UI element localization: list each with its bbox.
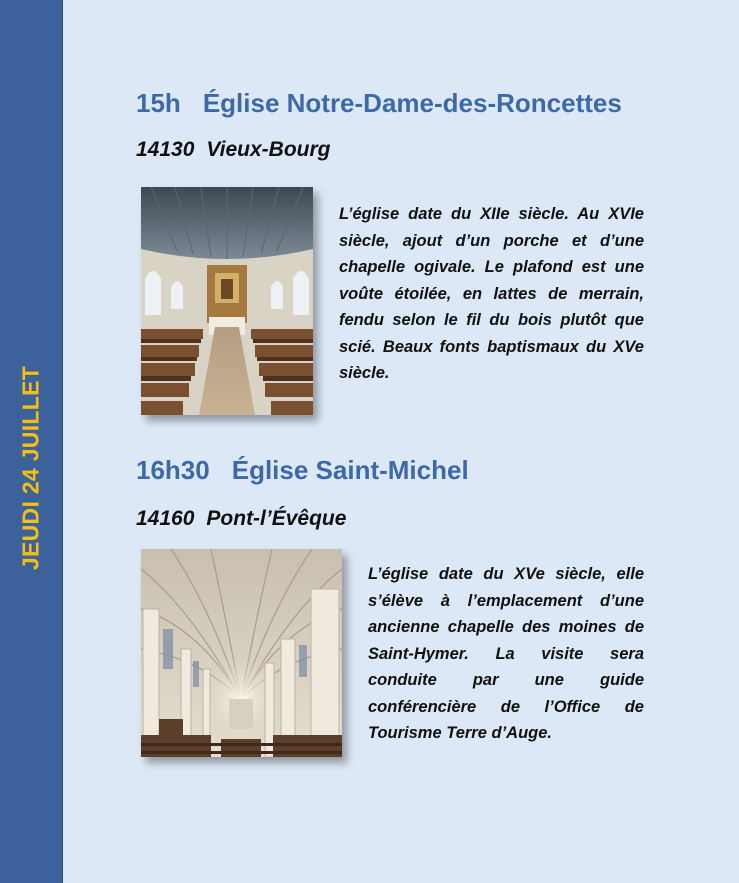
- event-2-description: L’église date du XVe siècle, elle s’élève à l’emplacement d’une ancienne chapelle des moines de Saint-Hymer. La visite sera conduite par une guide conférencière de l’Office de Tourisme Terre d’Auge.: [368, 565, 644, 742]
- event-2-zip: 14160: [136, 507, 195, 530]
- event-2-title: [136, 455, 469, 486]
- event-date-label: JEUDI 24 JUILLET: [17, 365, 44, 571]
- event-1-description: L’église date du XIIe siècle. Au XVIe siècle, ajout d’un porche et d’une chapelle ogivale. Le plafond est une voûte étoilée, en lattes de merrain, fendu selon le fil du bois plutôt que scié. Beaux fonts baptismaux du XVe siècle.: [339, 205, 644, 382]
- event-2-town: Pont-l’Évêque: [206, 507, 347, 530]
- event-2-time: 16h30: [136, 455, 210, 485]
- event-2-church: Église Saint-Michel: [231, 455, 469, 485]
- event-2-place: [136, 507, 346, 531]
- event-1-time: 15h: [136, 88, 181, 118]
- sidebar-band: [0, 0, 63, 883]
- event-1-town: Vieux-Bourg: [206, 138, 331, 161]
- event-1-church: Église Notre-Dame-des-Roncettes: [202, 88, 622, 118]
- event-1-place: [136, 138, 330, 162]
- event-2-photo: [141, 549, 342, 757]
- event-1-photo: [141, 187, 313, 415]
- event-1-title: [136, 88, 622, 119]
- event-1-zip: 14130: [136, 138, 195, 161]
